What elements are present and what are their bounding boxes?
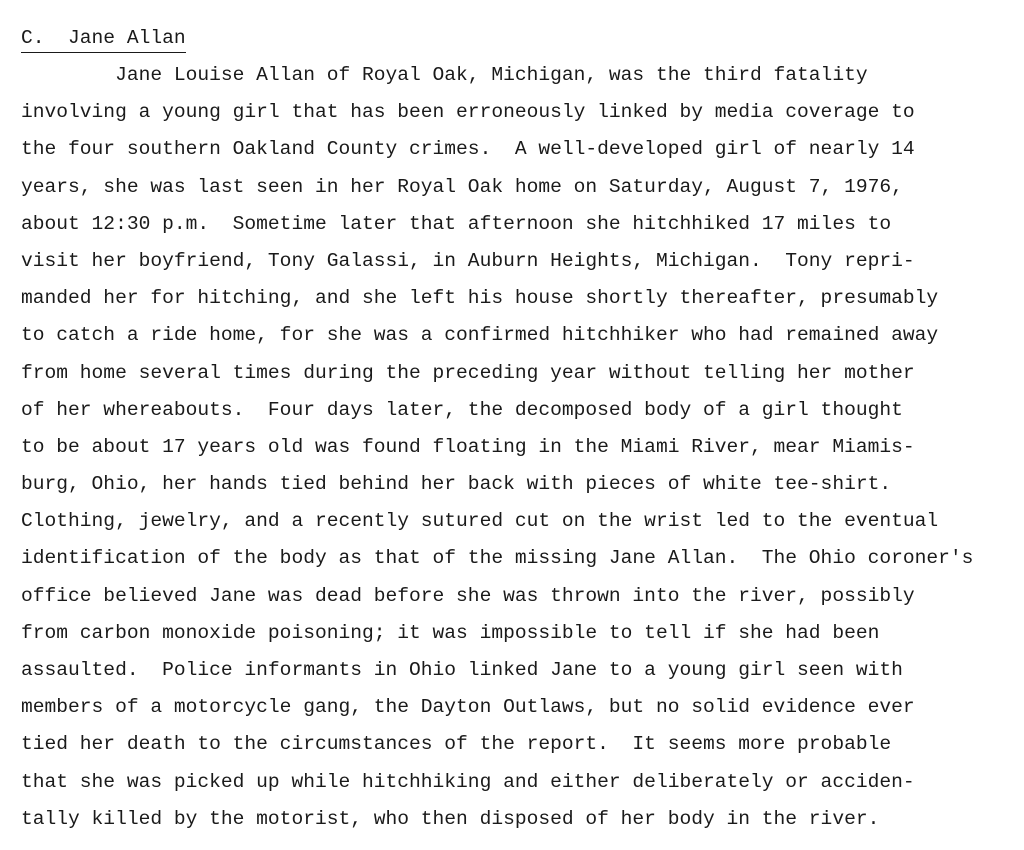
text-line: manded her for hitching, and she left his house shortly thereafter, presumably <box>21 287 939 310</box>
text-line: visit her boyfriend, Tony Galassi, in Auburn Heights, Michigan. Tony repri- <box>21 249 915 272</box>
text-line: about 12:30 p.m. Sometime later that afternoon she hitchhiked 17 miles to <box>21 212 892 235</box>
text-line: involving a young girl that has been erroneously linked by media coverage to <box>21 101 915 124</box>
body-paragraph <box>21 61 973 842</box>
text-line: identification of the body as that of the missing Jane Allan. The Ohio coroner's <box>21 547 974 570</box>
text-line: that she was picked up while hitchhiking and either deliberately or acciden- <box>21 770 915 793</box>
text-line: burg, Ohio, her hands tied behind her back with pieces of white tee-shirt. <box>21 473 892 496</box>
text-line: from carbon monoxide poisoning; it was impossible to tell if she had been <box>21 621 880 644</box>
section-heading: C. Jane Allan <box>21 24 186 53</box>
text-line: Clothing, jewelry, and a recently sutured cut on the wrist led to the eventual <box>21 510 939 533</box>
text-line: Jane Louise Allan of Royal Oak, Michigan, was the third fatality <box>21 64 868 86</box>
text-line: to catch a ride home, for she was a confirmed hitchhiker who had remained away <box>21 324 939 347</box>
text-line: the four southern Oakland County crimes. A well-developed girl of nearly 14 <box>21 138 915 161</box>
text-line: assaulted. Police informants in Ohio linked Jane to a young girl seen with <box>21 659 903 681</box>
text-line: tied her death to the circumstances of the report. It seems more probable <box>21 733 892 756</box>
text-line: tally killed by the motorist, who then disposed of her body in the river. <box>21 807 880 830</box>
text-line: from home several times during the preceding year without telling her mother <box>21 361 915 384</box>
text-line: to be about 17 years old was found floating in the Miami River, mear Miamis- <box>21 435 915 458</box>
text-line: members of a motorcycle gang, the Dayton Outlaws, but no solid evidence ever <box>21 696 915 719</box>
text-line: years, she was last seen in her Royal Oak home on Saturday, August 7, 1976, <box>21 175 903 198</box>
text-line: office believed Jane was dead before she was thrown into the river, possibly <box>21 584 915 607</box>
text-line: of her whereabouts. Four days later, the decomposed body of a girl thought <box>21 398 903 421</box>
